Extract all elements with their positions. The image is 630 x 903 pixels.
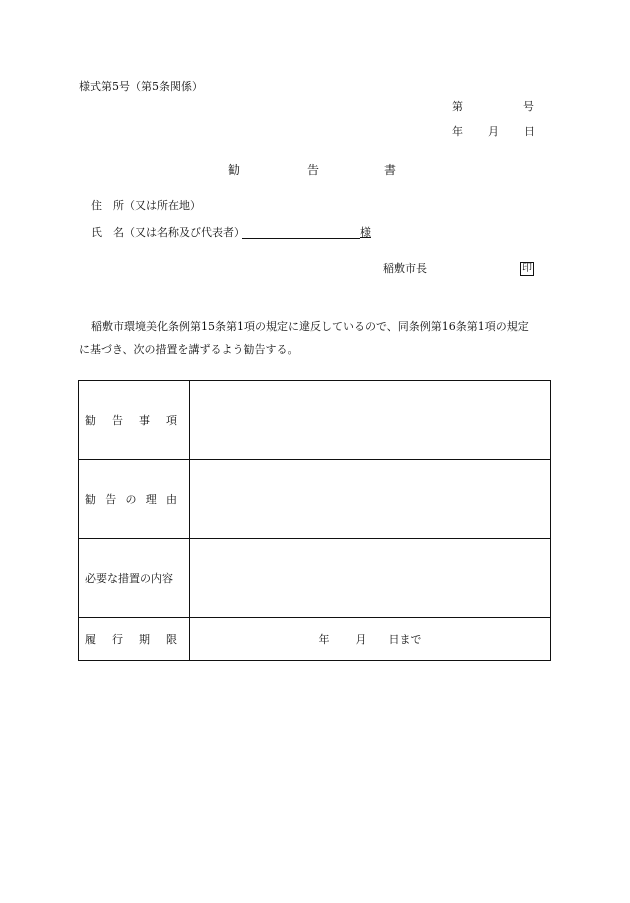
- name-blank-line: [242, 226, 360, 239]
- seal-mark: 印: [522, 263, 532, 274]
- table-row: [79, 381, 551, 460]
- doc-number-suffix: 号: [523, 100, 534, 113]
- label-char: 項: [166, 414, 177, 427]
- row-label: [79, 618, 190, 661]
- label-char: 勧: [85, 414, 96, 427]
- name-label: 氏 名（又は名称及び代表者）: [91, 226, 245, 239]
- row-label: [79, 539, 190, 618]
- deadline-month: 月: [355, 633, 367, 646]
- label-text: 必要な措置の内容: [85, 572, 173, 585]
- form-number: 様式第5号（第5条関係）: [79, 80, 203, 93]
- body-line-1: 稲敷市環境美化条例第15条第1項の規定に違反しているので、同条例第16条第1項の規定: [91, 320, 529, 333]
- title-char: 書: [384, 163, 397, 177]
- date-year: 年: [452, 125, 463, 138]
- recommendation-table: [78, 380, 551, 661]
- row-value[interactable]: [190, 539, 551, 618]
- address-label: 住 所（又は所在地）: [91, 199, 201, 212]
- doc-number-prefix: 第: [452, 100, 463, 113]
- row-label: [79, 381, 190, 460]
- label-char: 限: [166, 633, 177, 646]
- date-month: 月: [488, 125, 499, 138]
- deadline-value[interactable]: [190, 618, 551, 661]
- label-char: 勧: [85, 493, 96, 506]
- label-char: 事: [139, 414, 150, 427]
- honorific: 様: [360, 226, 371, 239]
- title-char: 告: [307, 163, 320, 177]
- row-label: [79, 460, 190, 539]
- row-value[interactable]: [190, 460, 551, 539]
- table-row: [79, 539, 551, 618]
- row-value[interactable]: [190, 381, 551, 460]
- deadline-year: 年: [318, 633, 330, 646]
- date-day: 日: [524, 125, 535, 138]
- label-char: 理: [145, 493, 157, 506]
- table-row: [79, 618, 551, 661]
- label-char: 行: [112, 633, 123, 646]
- deadline-day: 日まで: [388, 633, 422, 646]
- label-char: 告: [105, 493, 117, 506]
- issuer: 稲敷市長: [383, 262, 427, 275]
- label-char: 由: [166, 493, 177, 506]
- label-char: 告: [112, 414, 123, 427]
- title-char: 勧: [228, 163, 241, 177]
- table-row: [79, 460, 551, 539]
- label-char: の: [125, 493, 137, 506]
- body-line-2: に基づき、次の措置を講ずるよう勧告する。: [79, 343, 299, 356]
- label-char: 履: [85, 633, 96, 646]
- label-char: 期: [139, 633, 150, 646]
